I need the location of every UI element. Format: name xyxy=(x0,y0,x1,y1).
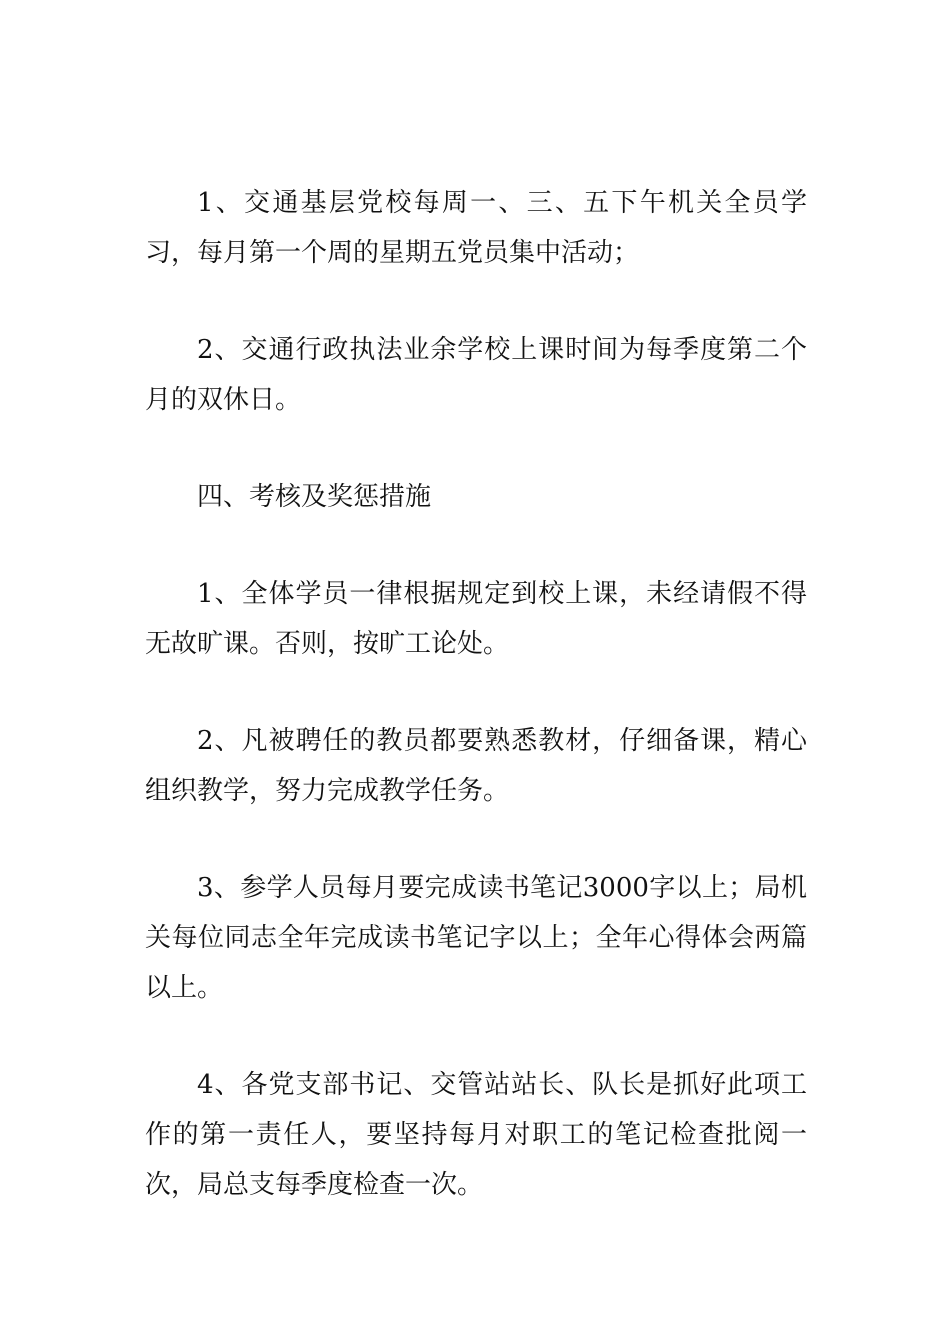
paragraph-party-school-schedule: 1、交通基层党校每周一、三、五下午机关全员学习，每月第一个周的星期五党员集中活动； xyxy=(145,188,807,268)
paragraph-responsibility: 4、各党支部书记、交管站站长、队长是抓好此项工作的第一责任人，要坚持每月对职工的笔记检查批阅一次，局总支每季度检查一次。 xyxy=(145,1070,807,1200)
paragraph-spacer xyxy=(145,278,807,325)
paragraph-attendance-rule: 1、全体学员一律根据规定到校上课，未经请假不得无故旷课。否则，按旷工论处。 xyxy=(145,579,807,659)
paragraph-spacer xyxy=(145,522,807,569)
paragraph-reading-notes: 3、参学人员每月要完成读书笔记3000字以上；局机关每位同志全年完成读书笔记字以上；全年心得体会两篇以上。 xyxy=(145,873,807,1003)
section-heading-assessment: 四、考核及奖惩措施 xyxy=(197,482,432,512)
paragraph-spacer xyxy=(145,669,807,716)
paragraph-spacer xyxy=(145,816,807,863)
paragraph-teacher-duties: 2、凡被聘任的教员都要熟悉教材，仔细备课，精心组织教学，努力完成教学任务。 xyxy=(145,726,807,806)
paragraph-spacer xyxy=(145,1013,807,1060)
paragraph-spacer xyxy=(145,425,807,472)
paragraph-amateur-school-schedule: 2、交通行政执法业余学校上课时间为每季度第二个月的双休日。 xyxy=(145,335,807,415)
document-body xyxy=(145,178,807,1210)
